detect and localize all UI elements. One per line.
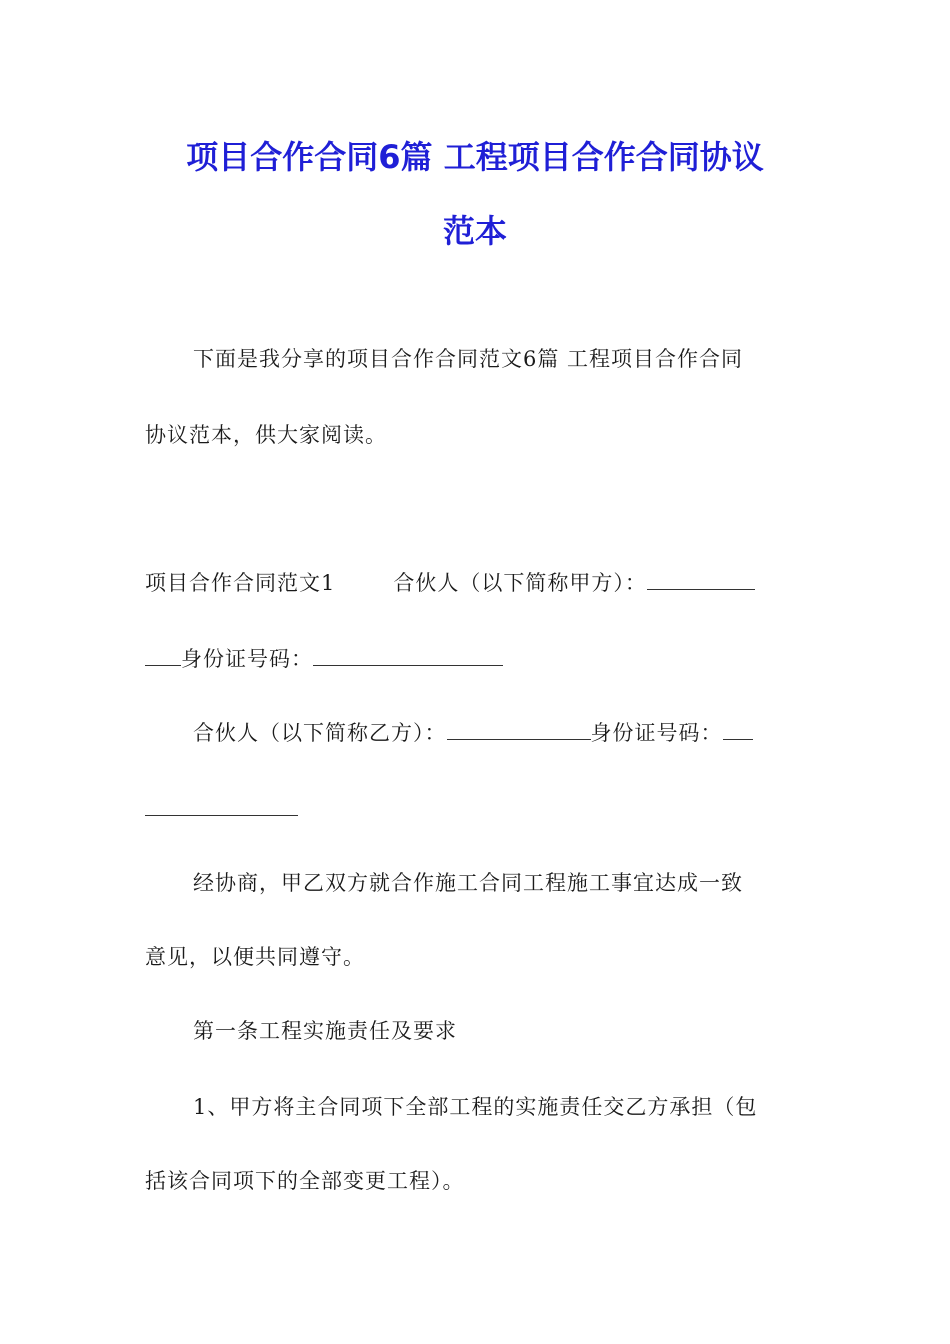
clause-1-line-2: 括该合同项下的全部变更工程）。 (145, 1169, 465, 1193)
id-number-label-b: 身份证号码： (590, 721, 723, 745)
sample-heading: 项目合作合同范文1 (145, 571, 336, 595)
clause-1-line-1: 1、甲方将主合同项下全部工程的实施责任交乙方承担（包 (193, 1095, 758, 1119)
partner-a-name-blank[interactable] (647, 569, 755, 590)
partner-a-id-line (145, 644, 810, 674)
document-title-line-2: 范本 (442, 212, 507, 250)
id-number-label-a: 身份证号码： (181, 647, 313, 671)
partner-b-id-blank[interactable] (723, 719, 753, 740)
partner-a-line (145, 568, 810, 598)
consensus-line-1: 经协商，甲乙双方就合作施工合同工程施工事宜达成一致 (193, 871, 743, 895)
consensus-line-2: 意见，以便共同遵守。 (145, 945, 365, 969)
intro-paragraph-line-2: 协议范本，供大家阅读。 (145, 423, 387, 447)
partner-a-id-blank[interactable] (313, 645, 503, 666)
partner-a-label: 合伙人（以下简称甲方）： (393, 571, 647, 595)
partner-a-name-blank-continued[interactable] (145, 645, 181, 666)
article-1-heading: 第一条工程实施责任及要求 (193, 1019, 457, 1043)
partner-b-name-blank[interactable] (447, 719, 591, 740)
intro-paragraph-line-1: 下面是我分享的项目合作合同范文6篇 工程项目合作合同 (193, 347, 744, 371)
partner-b-label: 合伙人（以下简称乙方）： (193, 721, 447, 745)
partner-b-id-blank-continued[interactable] (145, 795, 298, 816)
partner-b-line (145, 718, 858, 748)
document-title-line-1: 项目合作合同6篇 工程项目合作合同协议 (186, 138, 764, 176)
partner-b-id-continued-line (145, 794, 810, 824)
